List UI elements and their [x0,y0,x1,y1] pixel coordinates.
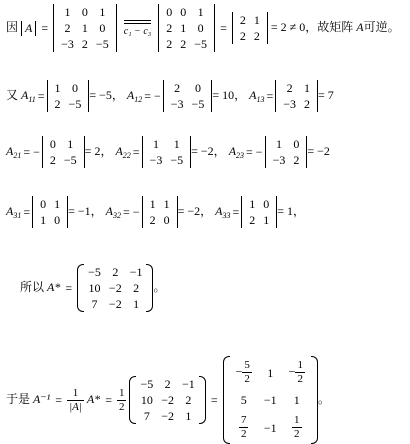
matrix-A-transformed-cell: −5 [194,37,208,51]
A33-cell: 2 [249,213,256,227]
A23-cell: 0 [293,137,300,151]
matrix-A-cell: 0 [99,21,106,35]
adjugate-cell: −2 [108,281,122,295]
A33-cell: 1 [249,197,256,211]
A32-cell: 0 [163,213,170,227]
adjugate-2-cell: 7 [143,409,150,423]
matrix-A-det [53,4,117,52]
A32-det [142,196,178,228]
A31-label: $A_{31}$ [6,203,22,220]
line-cofactors-row1: 又 $A_{11}$ = 1 0 2 −5 = −5， $A_{12}$ = − 2 0 −3 −5 = 10， $A_{13}$ = 2 1 −3 2 = 7 [6,81,334,111]
A33-det [241,196,277,228]
A31-cell: 1 [40,213,47,227]
A22-cell: −5 [170,153,184,167]
line-det-A: 因 A = 1 0 1 2 1 0 −3 2 −5 c₁ − c₃ 0 0 1 2 1 0 2 2 −5 = 2 1 2 2 = 2 ≠ 0，故矩阵 A可逆。 [6,5,400,51]
A12-label: $A_{12}$ [126,87,143,104]
A32-cell: 1 [163,197,170,211]
A13-label: $A_{13}$ [249,87,265,104]
inverse-cell: $\frac{1}{2}$ [294,414,300,440]
adjugate-cell: −2 [108,297,122,311]
adjugate-2-cell: 1 [185,409,192,423]
matrix-2x2-cell: 2 [239,13,246,27]
A21-cell: 2 [49,153,56,167]
adjugate-2-cell: 2 [164,377,171,391]
inverse-label: A⁻¹ [33,391,51,406]
A23-cell: 1 [275,137,282,151]
adjugate-2-cell: −2 [161,393,175,407]
matrix-2x2-cell: 1 [253,13,260,27]
det-result: = 2 ≠ 0 [270,19,306,34]
A23-label: $A_{23}$ [228,143,245,160]
adjugate-cell: 10 [88,281,101,295]
matrix-A-cell: −5 [95,37,109,51]
adjugate-cell: 1 [133,297,140,311]
A23-cell: 2 [293,153,300,167]
A13-det [275,80,318,112]
column-op: c₁ − c₃ [124,20,152,37]
line-adjugate: 所以 A* = −5 2 −1 10 −2 2 7 −2 1 。 [20,265,166,311]
A12-cell: 0 [194,81,201,95]
A11-label: $A_{11}$ [21,87,36,104]
matrix-2x2-det [232,12,268,44]
adjugate-matrix-2 [129,376,205,424]
A22-cell: 1 [173,137,180,151]
adjugate-2-cell: −2 [161,409,175,423]
matrix-A-transformed-cell: 0 [166,5,173,19]
matrix-A-transformed-cell: 0 [180,5,187,19]
inverse-cell: − $\frac{5}{2}$ [235,359,250,385]
adjugate-matrix [77,264,153,312]
abs-A: A [21,21,36,36]
matrix-A-cell: 2 [64,21,71,35]
adjugate-cell: −1 [129,265,143,279]
A31-cell: 0 [40,197,47,211]
A22-cell: 1 [152,137,159,151]
A32-cell: 2 [149,213,156,227]
A13-cell: 1 [304,81,311,95]
A31-det [32,196,68,228]
A11-det [47,80,90,112]
adjugate-2-cell: −5 [140,377,154,391]
A12-cell: −3 [170,97,184,111]
A11-cell: −5 [68,97,82,111]
A21-cell: 1 [67,137,74,151]
line-cofactors-row3: $A_{31}$ = 0 1 1 0 = −1， $A_{32}$ = − 1 1 2 0 = −2， $A_{33}$ = 1 0 2 1 = 1， [6,197,306,227]
A12-cell: −5 [191,97,205,111]
adjugate-2-cell: 10 [140,393,153,407]
matrix-A-transformed-cell: 2 [166,37,173,51]
matrix-2x2-cell: 2 [253,29,260,43]
A23-cell: −3 [272,153,286,167]
A32-label: $A_{32}$ [105,203,122,220]
adjugate-cell: 2 [133,281,140,295]
A33-cell: 1 [263,213,270,227]
inverse-cell: − $\frac{1}{2}$ [288,359,303,385]
inverse-cell: 1 [293,393,300,407]
inverse-cell: 1 [267,365,274,380]
matrix-A-det-transformed [158,4,215,52]
A23-det [265,136,308,168]
A13-cell: 2 [304,97,311,111]
adjugate-cell: 7 [91,297,98,311]
A32-cell: 1 [149,197,156,211]
A11-cell: 0 [71,81,78,95]
A22-cell: −3 [149,153,163,167]
matrix-A-cell: 1 [99,5,106,19]
matrix-A-transformed-cell: 2 [180,37,187,51]
adjugate-label: A* [47,279,61,294]
A33-cell: 0 [263,197,270,211]
A21-cell: −5 [63,153,77,167]
A31-cell: 1 [54,197,61,211]
coef-fraction: $\frac{1}{|A|}$ [69,386,82,413]
matrix-A-cell: −3 [61,37,74,51]
A22-label: $A_{22}$ [115,143,131,160]
adjugate-2-cell: −1 [182,377,195,391]
inverse-matrix [223,356,318,444]
A21-cell: 0 [49,137,56,151]
matrix-2x2-cell: 2 [239,29,246,43]
A13-cell: 2 [286,81,293,95]
A22-det [142,136,192,168]
A31-cell: 0 [54,213,61,227]
matrix-A-cell: 0 [81,5,88,19]
matrix-A-transformed-cell: 1 [180,21,187,35]
A12-det [163,80,213,112]
adjugate-cell: −5 [88,265,101,279]
A21-label: $A_{21}$ [6,143,22,160]
half-fraction: $\frac{1}{2}$ [118,386,125,413]
A12-cell: 2 [174,81,181,95]
A11-cell: 2 [54,97,61,111]
inverse-cell: −1 [263,420,277,435]
inverse-cell: $\frac{7}{2}$ [240,414,247,440]
adjugate-cell: 2 [112,265,119,279]
A33-label: $A_{33}$ [215,203,231,220]
matrix-A-cell: 1 [81,21,88,35]
A21-det [42,136,85,168]
matrix-A-transformed-cell: 0 [197,21,204,35]
prefix-because: 因 [6,19,19,34]
matrix-A-transformed-cell: 1 [197,5,204,19]
adjugate-2-cell: 2 [185,393,192,407]
matrix-A-cell: 1 [64,5,71,19]
A13-cell: −3 [283,97,297,111]
inverse-cell: −1 [263,393,277,407]
A11-cell: 1 [54,81,61,95]
matrix-A-cell: 2 [81,37,88,51]
matrix-A-transformed-cell: 2 [166,21,173,35]
inverse-cell: 5 [240,393,247,407]
line-cofactors-row2: $A_{21}$ = − 0 1 2 −5 = 2， $A_{22}$ = 1 1 −3 −5 = −2， $A_{23}$ = − 1 0 −3 2 = −2 [6,137,330,167]
line-inverse: 于是 A⁻¹ = $\frac{1}{|A|}$ A* = $\frac{1}{2}$ −5 2 −1 10 −2 2 7 −2 1 = − $\frac{5}{2}$ 1 − $\frac{1}{2}$ 5 −1 1 $\frac{7}{2}$ −1 $\frac{1}{2}$ 。 [6,356,330,444]
